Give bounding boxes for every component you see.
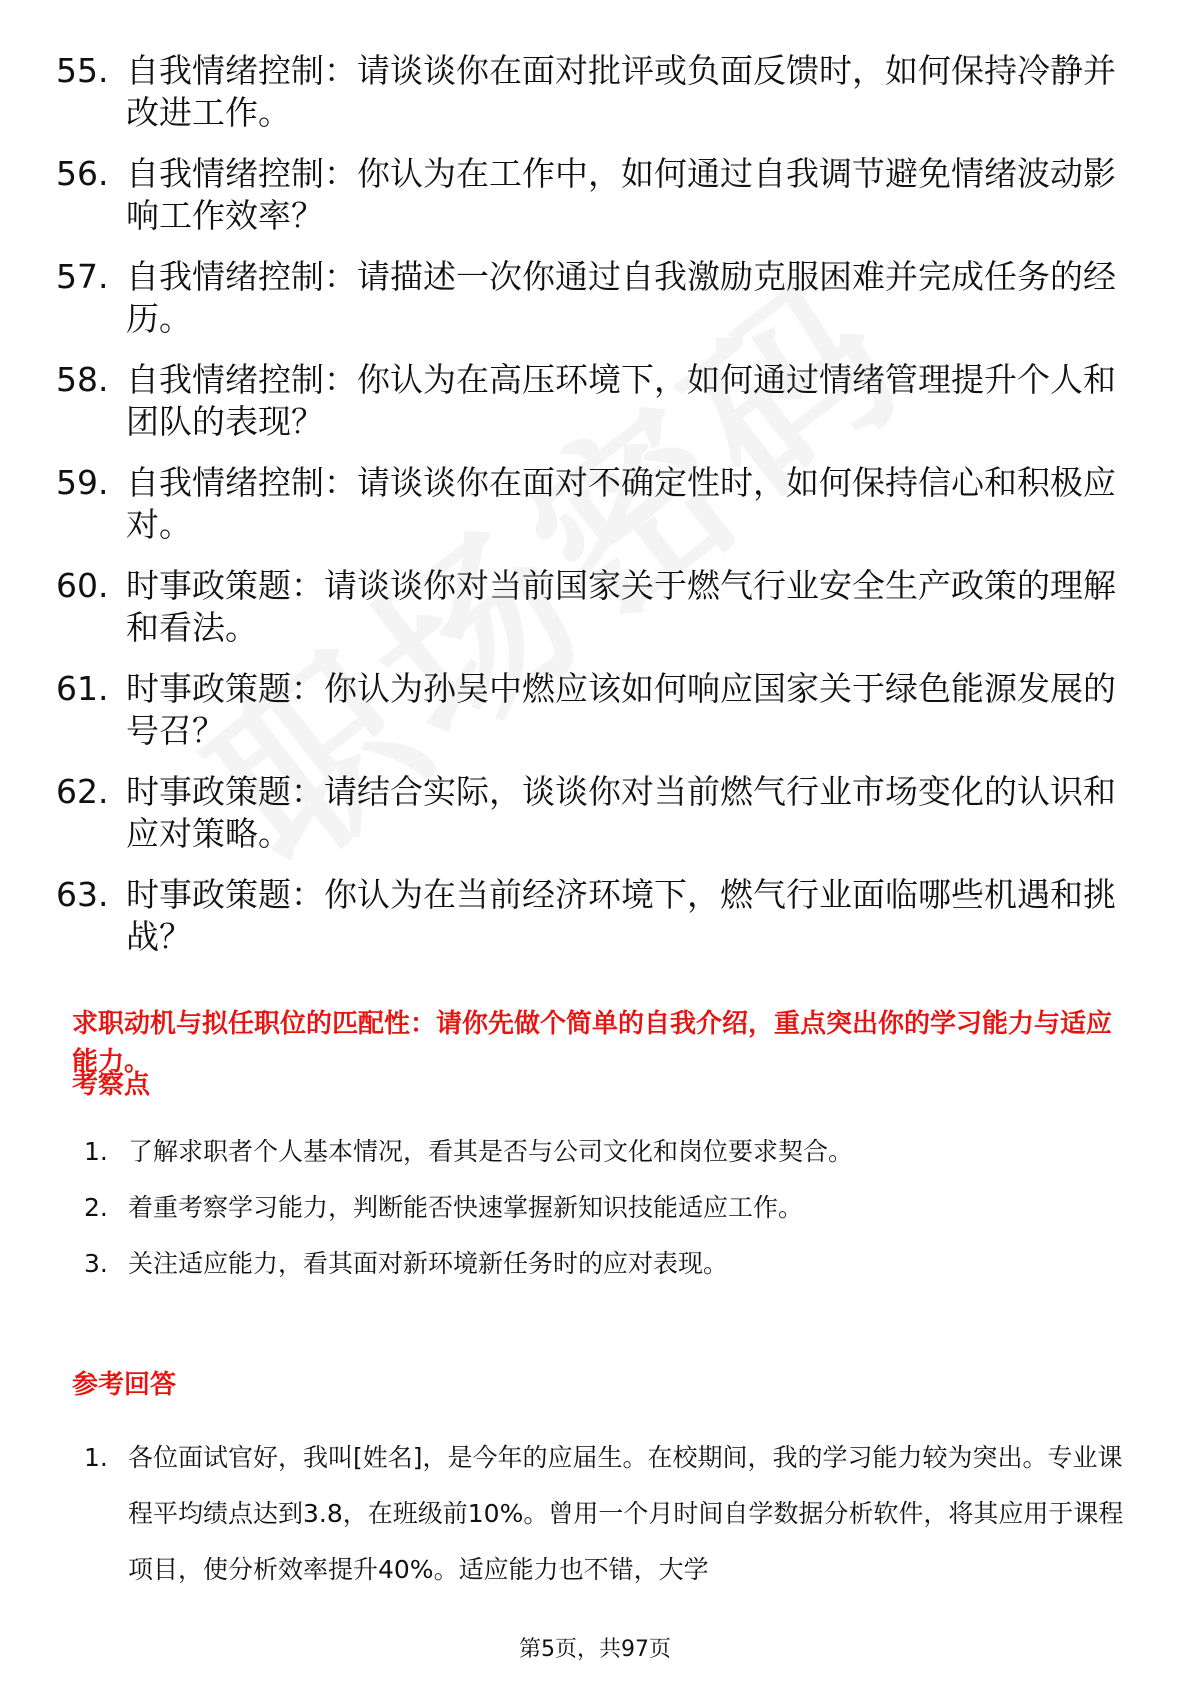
question-number: 63. xyxy=(56,875,109,914)
point-number: 2. xyxy=(84,1193,108,1222)
question-item xyxy=(56,462,1136,546)
question-item xyxy=(56,771,1136,855)
question-text: 时事政策题：请结合实际，谈谈你对当前燃气行业市场变化的认识和应对策略。 xyxy=(126,772,1116,853)
question-text: 时事政策题：你认为在当前经济环境下，燃气行业面临哪些机遇和挑战？ xyxy=(126,875,1116,956)
points-label: 考察点 xyxy=(72,1070,151,1100)
question-number: 57. xyxy=(56,257,109,296)
question-item xyxy=(56,565,1136,649)
question-text: 自我情绪控制：你认为在高压环境下，如何通过情绪管理提升个人和团队的表现？ xyxy=(126,360,1116,441)
question-item xyxy=(56,359,1136,443)
answer-text: 各位面试官好，我叫[姓名]，是今年的应届生。在校期间，我的学习能力较为突出。专业课程平均绩点达到3.8，在班级前10%。曾用一个月时间自学数据分析软件，将其应用于课程项目，使分析效率提升40%。适应能力也不错，大学 xyxy=(128,1443,1124,1584)
question-text: 自我情绪控制：你认为在工作中，如何通过自我调节避免情绪波动影响工作效率？ xyxy=(126,154,1116,235)
point-number: 1. xyxy=(84,1137,108,1166)
answer-number: 1. xyxy=(84,1443,108,1472)
question-number: 58. xyxy=(56,360,109,399)
answer-list xyxy=(84,1430,1124,1598)
answer-item xyxy=(84,1430,1124,1598)
question-number: 55. xyxy=(56,51,109,90)
question-text: 时事政策题：请谈谈你对当前国家关于燃气行业安全生产政策的理解和看法。 xyxy=(126,566,1116,647)
question-text: 自我情绪控制：请谈谈你在面对不确定性时，如何保持信心和积极应对。 xyxy=(126,463,1116,544)
question-item xyxy=(56,153,1136,237)
question-item xyxy=(56,50,1136,134)
question-item xyxy=(56,256,1136,340)
points-list xyxy=(84,1135,1124,1303)
question-text: 时事政策题：你认为孙吴中燃应该如何响应国家关于绿色能源发展的号召？ xyxy=(126,669,1116,750)
question-list xyxy=(56,50,1136,977)
page-footer: 第5页，共97页 xyxy=(519,1637,671,1662)
question-item xyxy=(56,874,1136,958)
point-item xyxy=(84,1135,1124,1169)
point-text: 了解求职者个人基本情况，看其是否与公司文化和岗位要求契合。 xyxy=(128,1137,854,1166)
question-number: 62. xyxy=(56,772,109,811)
point-text: 关注适应能力，看其面对新环境新任务时的应对表现。 xyxy=(128,1249,729,1278)
question-number: 59. xyxy=(56,463,109,502)
question-text: 自我情绪控制：请描述一次你通过自我激励克服困难并完成任务的经历。 xyxy=(126,257,1116,338)
point-text: 着重考察学习能力，判断能否快速掌握新知识技能适应工作。 xyxy=(128,1193,804,1222)
question-number: 56. xyxy=(56,154,109,193)
question-number: 61. xyxy=(56,669,109,708)
question-number: 60. xyxy=(56,566,109,605)
question-item xyxy=(56,668,1136,752)
point-item xyxy=(84,1191,1124,1225)
point-item xyxy=(84,1247,1124,1281)
section-heading: 求职动机与拟任职位的匹配性：请你先做个简单的自我介绍，重点突出你的学习能力与适应能力。 xyxy=(72,1009,1113,1077)
point-number: 3. xyxy=(84,1249,108,1278)
answer-label: 参考回答 xyxy=(72,1370,177,1400)
question-text: 自我情绪控制：请谈谈你在面对批评或负面反馈时，如何保持冷静并改进工作。 xyxy=(126,51,1116,132)
